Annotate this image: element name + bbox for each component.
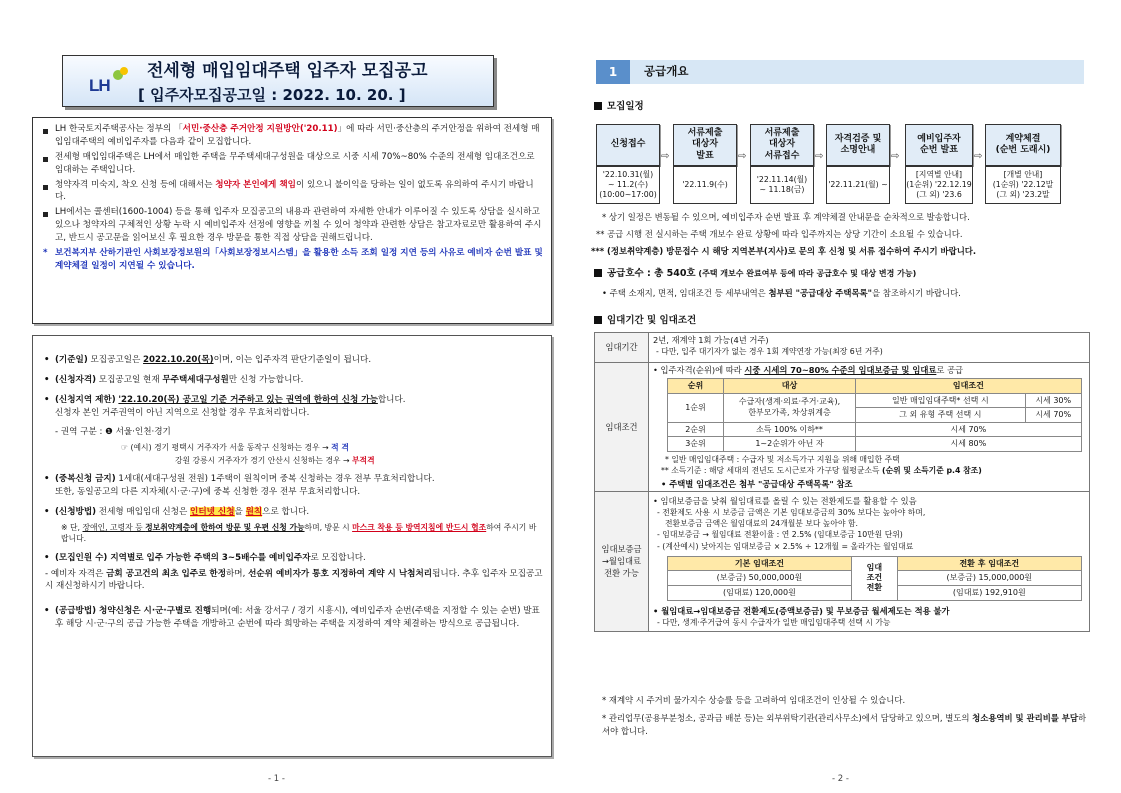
schedule-step-date: [개별 안내] (1순위) '22.12말 (그 외) '23.2말 bbox=[985, 166, 1061, 204]
detail-duplicate: • (중복신청 금지) 1세대(세대구성원 전원) 1주택이 원칙이며 중복 신청하는 경우 전부 무효처리합니다. bbox=[43, 473, 543, 486]
page-title: 전세형 매입임대주택 입주자 모집공고 bbox=[147, 61, 428, 81]
announcement-date: [ 입주자모집공고일 : 2022. 10. 20. ] bbox=[138, 86, 406, 104]
schedule-step-date: '22.11.21(월) ~ bbox=[826, 166, 890, 204]
schedule-step-head: 자격검증 및 소명안내 bbox=[826, 124, 890, 166]
schedule-step-date: [지역별 안내] (1순위) '22.12.19 (그 외) '23.6 bbox=[905, 166, 973, 204]
detail-box bbox=[32, 335, 552, 757]
rent-table bbox=[594, 332, 1090, 632]
condition-cell: • 입주자격(순위)에 따라 시중 시세의 70~80% 수준의 임대보증금 및 임대료로 공급 순위 대상 임대조건 1순위 수급자(생계·의료·주거·교육), 한부모가족, 차상위계층 일반 매입임대주택* 선택 시 시세 30% 그 외 유형 주택 선택 시 시세 70% 2순위 소득 100% 이하** 시세 70% 3순위 1~2순위가 아닌 자 시세 80% * 일반 매입임대주택 : 수급자 및 저소득가구 지원을 위해 매입한 주택 ** 소득기준 : 해당 세대의 전년도 도시근로자 가구당 월평균소득 (순위 및 소득기준 p.4 참조) • 주택별 임대조건은 첨부 "공급대상 주택목록" 참조 bbox=[649, 363, 1090, 492]
schedule-note-2: ** 공급 시행 전 실시하는 주택 개보수 완료 상황에 따라 입주까지는 상당 기간이 소요될 수 있습니다. bbox=[596, 229, 963, 239]
notice-item: 청약자격 미숙지, 착오 신청 등에 대해서는 청약자 본인에게 책임이 있으니 불이익을 당하는 일이 없도록 유의하여 주시기 바랍니다. bbox=[41, 179, 544, 205]
schedule-step-head: 예비입주자 순번 발표 bbox=[905, 124, 973, 166]
section-number: 1 bbox=[596, 60, 630, 84]
schedule-step-head: 서류제출 대상자 발표 bbox=[673, 124, 737, 166]
schedule-heading: 모집일정 bbox=[594, 100, 644, 114]
footer-note-2: * 관리업무(공용부분청소, 공과금 배분 등)는 외부위탁기관(관리사무소)에서 담당하고 있으며, 별도의 청소용역비 및 관리비를 부담하셔야 합니다. bbox=[602, 713, 1087, 736]
notice-item: LH에서는 콜센터(1600-1004) 등을 통해 입주자 모집공고의 내용과 관련하여 자세한 안내가 이루어질 수 있도록 상담을 실시하고 있으나 청약자의 구체적인 상황 누락 시 예비입주자 선정에 영향을 끼칠 수 있어 청약과 관련한 상담은 참고자료로만 활용하여 주시고, 반드시 공고문을 읽어보신 후 필요한 경우 방문을 통한 직접 상담을 권해드립니다. bbox=[41, 206, 544, 245]
square-bullet-icon bbox=[594, 269, 602, 277]
supply-count-note: • 주택 소재지, 면적, 임대조건 등 세부내역은 첨부된 "공급대상 주택목록"을 참조하시기 바랍니다. bbox=[602, 288, 961, 298]
detail-count: • (모집인원 수) 지역별로 입주 가능한 주택의 3~5배수를 예비입주자로 모집합니다. bbox=[43, 552, 543, 565]
conversion-cell: • 임대보증금을 낮춰 월임대료를 올릴 수 있는 전환제도를 활용할 수 있음 - 전환제도 사용 시 보증금 금액은 기본 임대보증금의 30% 보다는 높아야 하며, 전환보증금 금액은 월임대료의 24개월분 보다 높아야 함. - 임대보증금 → 월임대료 전환이율 : 연 2.5% (임대보증금 10만원 단위) - (계산예시) 낮아지는 임대보증금 × 2.5% ÷ 12개월 = 올라가는 월임대료 기본 임대조건 임대 조건 전환 전환 후 임대조건 (보증금) 50,000,000원 (보증금) 15,000,000원 (임대료) 120,000원 (임대료) 192,910원 • 월임대료→임대보증금 전환제도(증액보증금) 및 무보증금 월세제도는 적용 불가 - 다만, 생계·주거급여 동시 수급자가 일반 매입임대주택 선택 시 가능 bbox=[649, 491, 1090, 631]
arrow-right-icon: ⇨ bbox=[974, 151, 983, 162]
supply-count-heading: 공급호수 : 총 540호 (주택 개보수 완료여부 등에 따라 공급호수 및 대상 변경 가능) bbox=[594, 267, 916, 281]
schedule-step-date: '22.11.9(수) bbox=[673, 166, 737, 204]
section-title: 공급개요 bbox=[644, 64, 689, 78]
condition-label: 임대조건 bbox=[595, 363, 649, 492]
region-example-2: 강원 강릉시 거주자가 경기 안산시 신청하는 경우 → 부적격 bbox=[175, 455, 375, 465]
title-box bbox=[62, 55, 494, 107]
arrow-right-icon: ⇨ bbox=[738, 151, 747, 162]
lh-logo bbox=[89, 68, 135, 95]
region-division: - 권역 구분 : ❶ 서울·인천·경기 bbox=[55, 426, 171, 437]
region-line2: 신청자 본인 거주권역이 아닌 지역으로 신청할 경우 무효처리합니다. bbox=[55, 407, 310, 418]
schedule-note-1: * 상기 일정은 변동될 수 있으며, 예비입주자 순번 발표 후 계약체결 안내문을 순차적으로 발송합니다. bbox=[602, 212, 970, 222]
conversion-table: 기본 임대조건 임대 조건 전환 전환 후 임대조건 (보증금) 50,000,000원 (보증금) 15,000,000원 (임대료) 120,000원 (임대료) 192,910원 bbox=[667, 556, 1082, 601]
footer-note-1: * 재계약 시 주거비 물가지수 상승률 등을 고려하여 임대조건이 인상될 수 있습니다. bbox=[602, 695, 906, 705]
notice-item: 전세형 매입임대주택은 LH에서 매입한 주택을 무주택세대구성원을 대상으로 시중 시세 70%~80% 수준의 전세형 임대조건으로 임대하는 주택입니다. bbox=[41, 151, 544, 177]
period-label: 임대기간 bbox=[595, 333, 649, 363]
notice-box bbox=[32, 117, 552, 324]
notice-warning: * 보건복지부 산하기관인 사회보장정보원의「사회보장정보시스템」을 활용한 소득 조회 일정 지연 등의 사유로 예비자 순번 발표 및 계약체결 일정이 지연될 수 있습니다. bbox=[43, 248, 543, 272]
arrow-right-icon: ⇨ bbox=[891, 151, 900, 162]
arrow-right-icon: ⇨ bbox=[661, 151, 670, 162]
method-note: ※ 단, 장애인, 고령자 등 정보취약계층에 한하여 방문 및 우편 신청 가능하며, 방문 시 마스크 착용 등 방역지침에 반드시 협조하여 주시기 바랍니다. bbox=[61, 522, 537, 544]
rent-heading: 임대기간 및 임대조건 bbox=[594, 314, 696, 328]
conversion-label: 임대보증금 →월임대료 전환 가능 bbox=[595, 491, 649, 631]
schedule-step-date: '22.11.14(월) ~ 11.18(금) bbox=[750, 166, 814, 204]
square-bullet-icon bbox=[594, 316, 602, 324]
square-bullet-icon bbox=[594, 102, 602, 110]
detail-supply: • (공급방법) 청약신청은 시·군·구별로 진행되며(예: 서울 강서구 / 경기 시흥시), 예비입주자 순번(주택을 지정할 수 있는 순번) 발표 후 해당 시·군·구의 공급 가능한 주택을 개방하고 순번에 따라 희망하는 주택을 지정하여 계약 체결하는 방식으로 공급됩니다. bbox=[43, 605, 543, 631]
schedule-step-head: 서류제출 대상자 서류접수 bbox=[750, 124, 814, 166]
schedule-step-head: 계약체결 (순번 도래시) bbox=[985, 124, 1061, 166]
lh-logo-text: LH bbox=[89, 76, 110, 95]
region-example-1: ☞ (예시) 경기 평택시 거주자가 서울 동작구 신청하는 경우 → 적 격 bbox=[121, 443, 349, 453]
logo-dot-yellow bbox=[120, 67, 128, 75]
period-cell: 2년, 재계약 1회 가능(4년 거주) - 다만, 입주 대기자가 없는 경우 1회 계약연장 가능(최장 6년 거주) bbox=[649, 333, 1090, 363]
schedule-note-3: *** (정보취약계층) 방문접수 시 해당 지역본부(지사)로 문의 후 신청 및 서류 접수하여 주시기 바랍니다. bbox=[591, 246, 977, 256]
detail-region: • (신청지역 제한) '22.10.20(목) 공고일 기준 거주하고 있는 권역에 한하여 신청 가능합니다. bbox=[43, 394, 543, 407]
section-header bbox=[596, 60, 1084, 84]
page-number-2: - 2 - bbox=[832, 774, 849, 784]
schedule-step-date: '22.10.31(월) ~ 11.2(수) (10:00~17:00) bbox=[596, 166, 660, 204]
schedule-step-head: 신청접수 bbox=[596, 124, 660, 166]
detail-method: • (신청방법) 전세형 매입임대 신청은 인터넷 신청을 원칙으로 합니다. bbox=[43, 506, 543, 519]
page-number-1: - 1 - bbox=[268, 774, 285, 784]
arrow-right-icon: ⇨ bbox=[815, 151, 824, 162]
duplicate-line2: 또한, 동일공고의 다른 지자체(시·군·구)에 중복 신청한 경우 전부 무효처리합니다. bbox=[55, 486, 361, 497]
condition-table: 순위 대상 임대조건 1순위 수급자(생계·의료·주거·교육), 한부모가족, 차상위계층 일반 매입임대주택* 선택 시 시세 30% 그 외 유형 주택 선택 시 시세 70% 2순위 소득 100% 이하** 시세 70% 3순위 1~2순위가 아닌 자 시세 80% bbox=[667, 378, 1082, 452]
count-sub: - 예비자 자격은 금회 공고건의 최초 입주로 한정하며, 선순위 예비자가 통호 지정하여 계약 시 낙첨처리됩니다. 추후 입주자 모집공고 시 재신청하시기 바랍니다. bbox=[45, 568, 543, 592]
detail-qualification: • (신청자격) 모집공고일 현재 무주택세대구성원만 신청 가능합니다. bbox=[43, 374, 543, 387]
detail-base-date: • (기준일) 모집공고일은 2022.10.20(목)이며, 이는 입주자격 판단기준일이 됩니다. bbox=[43, 354, 543, 367]
notice-item: LH 한국토지주택공사는 정부의 「서민·중산층 주거안정 지원방안('20.11)」에 따라 서민·중산층의 주거안정을 위하여 전세형 매입임대주택의 예비입주자를 다음과 같이 모집합니다. bbox=[41, 123, 544, 149]
